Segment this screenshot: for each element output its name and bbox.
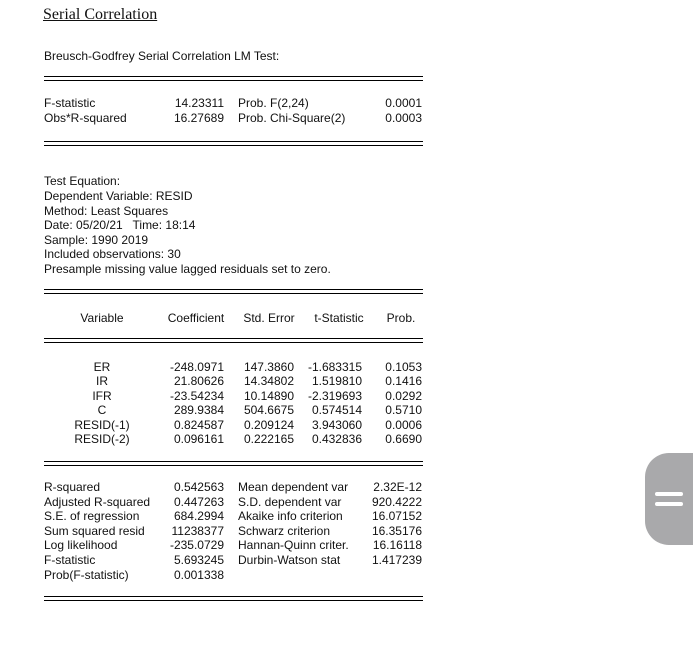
std-error: 0.209124 — [243, 418, 294, 432]
divider — [44, 461, 423, 462]
std-error: 147.3860 — [243, 360, 294, 374]
test-name: Breusch-Godfrey Serial Correlation LM Test: — [44, 49, 280, 63]
stat-value: 11238377 — [171, 524, 224, 538]
stat-value: 0.447263 — [173, 495, 224, 509]
divider — [44, 342, 423, 343]
lm-prob-label: Prob. Chi-Square(2) — [238, 111, 346, 125]
prob: 0.5710 — [385, 403, 422, 417]
lm-label: Obs*R-squared — [44, 111, 127, 125]
stat-label: S.D. dependent var — [238, 495, 342, 509]
variable-name: IR — [96, 374, 108, 388]
stat-value: 0.001338 — [173, 568, 224, 582]
divider — [44, 141, 423, 142]
prob: 0.0006 — [385, 418, 422, 432]
stat-value: 920.4222 — [371, 495, 422, 509]
variable-name: RESID(-1) — [74, 418, 130, 432]
drag-handle-icon — [655, 492, 683, 496]
equation-info-line: Method: Least Squares — [44, 204, 169, 218]
divider — [44, 76, 423, 77]
equation-info-line: Presample missing value lagged residuals set to zero. — [44, 262, 331, 276]
side-panel-handle[interactable] — [645, 453, 693, 545]
std-error: 10.14890 — [243, 389, 294, 403]
divider — [44, 596, 423, 597]
variable-name: IFR — [92, 389, 112, 403]
t-statistic: 3.943060 — [311, 418, 362, 432]
lm-value: 14.23311 — [174, 96, 224, 110]
stat-value: 16.35176 — [371, 524, 422, 538]
prob: 0.0292 — [385, 389, 422, 403]
stat-value: 1.417239 — [371, 553, 422, 567]
stat-label: Adjusted R-squared — [44, 495, 151, 509]
lm-value: 16.27689 — [173, 111, 224, 125]
equation-info-line: Test Equation: — [44, 174, 121, 188]
std-error: 0.222165 — [243, 432, 294, 446]
equation-info-line: Date: 05/20/21 Time: 18:14 — [44, 218, 196, 232]
stat-label: Hannan-Quinn criter. — [238, 538, 349, 552]
divider — [44, 293, 423, 294]
stat-label: Sum squared resid — [44, 524, 145, 538]
divider — [44, 289, 423, 290]
stat-value: -235.0729 — [169, 538, 224, 552]
coefficient: 0.824587 — [173, 418, 224, 432]
stat-label: Prob(F-statistic) — [44, 568, 129, 582]
t-statistic: 0.432836 — [311, 432, 362, 446]
divider — [44, 80, 423, 81]
t-statistic: -1.683315 — [307, 360, 362, 374]
stat-value: 2.32E-12 — [373, 480, 422, 494]
prob: 0.1053 — [385, 360, 422, 374]
column-header: Coefficient — [167, 311, 225, 325]
std-error: 14.34802 — [243, 374, 294, 388]
lm-prob-label: Prob. F(2,24) — [238, 96, 309, 110]
column-header: Variable — [80, 311, 124, 325]
divider — [44, 465, 423, 466]
lm-label: F-statistic — [44, 96, 96, 110]
drag-handle-icon — [655, 502, 683, 506]
prob: 0.1416 — [385, 374, 422, 388]
column-header: t-Statistic — [314, 311, 364, 325]
stat-label: Akaike info criterion — [238, 509, 343, 523]
t-statistic: 1.519810 — [311, 374, 362, 388]
equation-info-line: Included observations: 30 — [44, 247, 181, 261]
column-header: Prob. — [386, 311, 416, 325]
std-error: 504.6675 — [243, 403, 294, 417]
column-header: Std. Error — [243, 311, 295, 325]
stat-label: R-squared — [44, 480, 101, 494]
stat-value: 16.16118 — [372, 538, 422, 552]
variable-name: C — [97, 403, 107, 417]
lm-prob: 0.0001 — [385, 96, 422, 110]
divider — [44, 338, 423, 339]
page-title: Serial Correlation — [43, 6, 158, 23]
divider — [44, 145, 423, 146]
coefficient: -248.0971 — [169, 360, 224, 374]
coefficient: 21.80626 — [173, 374, 224, 388]
stat-value: 684.2994 — [173, 509, 224, 523]
stat-label: Mean dependent var — [238, 480, 349, 494]
stat-label: Log likelihood — [44, 538, 118, 552]
coefficient: -23.54234 — [169, 389, 224, 403]
coefficient: 0.096161 — [173, 432, 224, 446]
stat-label: Schwarz criterion — [238, 524, 331, 538]
stat-value: 0.542563 — [173, 480, 224, 494]
stat-value: 16.07152 — [371, 509, 422, 523]
prob: 0.6690 — [385, 432, 422, 446]
stat-value: 5.693245 — [173, 553, 224, 567]
t-statistic: 0.574514 — [311, 403, 362, 417]
equation-info-line: Dependent Variable: RESID — [44, 189, 193, 203]
equation-info-line: Sample: 1990 2019 — [44, 233, 149, 247]
coefficient: 289.9384 — [173, 403, 224, 417]
variable-name: ER — [93, 360, 111, 374]
stat-label: F-statistic — [44, 553, 96, 567]
lm-prob: 0.0003 — [385, 111, 422, 125]
t-statistic: -2.319693 — [307, 389, 362, 403]
divider — [44, 600, 423, 601]
stat-label: Durbin-Watson stat — [238, 553, 341, 567]
variable-name: RESID(-2) — [74, 432, 130, 446]
stat-label: S.E. of regression — [44, 509, 140, 523]
